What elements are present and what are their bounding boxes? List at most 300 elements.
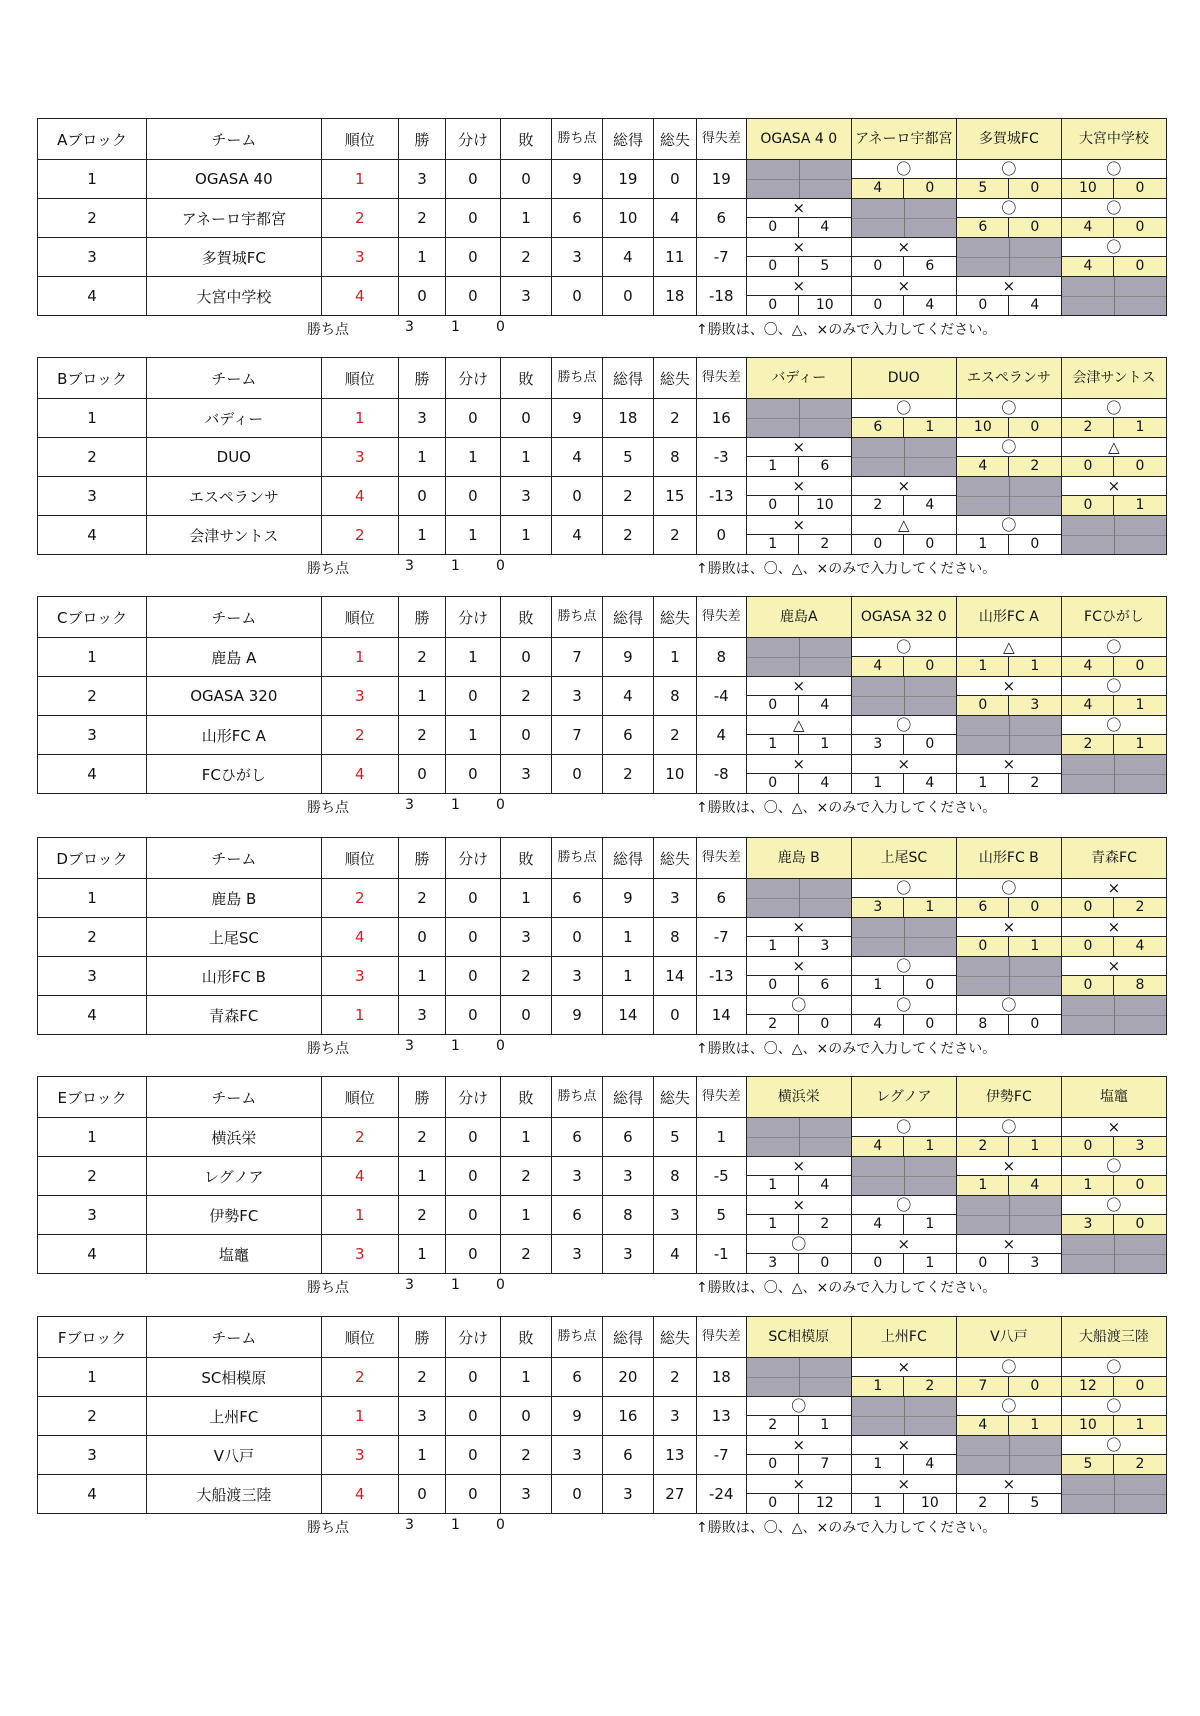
table-row	[38, 879, 1167, 918]
row-number: 4	[38, 277, 147, 316]
match-result-cell[interactable]	[746, 277, 851, 316]
table-row	[38, 957, 1167, 996]
rank-value: 1	[321, 160, 399, 199]
row-number: 4	[38, 755, 147, 794]
rank-value: 4	[321, 755, 399, 794]
gf-value: 10	[602, 199, 653, 238]
match-result-cell[interactable]	[851, 716, 956, 755]
goals-against: 10	[798, 496, 851, 515]
pts-value: 0	[551, 277, 602, 316]
table-row	[38, 238, 1167, 277]
rank-value: 1	[321, 1397, 399, 1436]
goals-for: 2	[873, 497, 883, 513]
d-value: 0	[445, 879, 500, 918]
match-result-cell[interactable]	[1061, 1358, 1166, 1397]
goals-against: 0	[1008, 179, 1061, 198]
match-result-cell[interactable]	[956, 516, 1061, 555]
win-header: 勝	[399, 119, 446, 160]
match-result-cell[interactable]	[851, 238, 956, 277]
d-value: 1	[445, 438, 500, 477]
goals-for: 1	[768, 536, 778, 552]
match-result-mark: ×	[1002, 1235, 1016, 1253]
rank-value: 3	[321, 677, 399, 716]
self-match-cell	[746, 638, 851, 677]
match-result-cell[interactable]	[746, 996, 851, 1035]
match-result-cell[interactable]	[1061, 879, 1166, 918]
rank-value: 2	[321, 879, 399, 918]
goals-against: 4	[798, 1176, 851, 1195]
gd-value: 0	[696, 516, 746, 555]
gd-value: 16	[696, 399, 746, 438]
rank-header: 順位	[321, 597, 399, 638]
match-result-mark: 〇	[896, 1196, 912, 1214]
goals-against: 0	[1008, 418, 1061, 437]
standings-table	[37, 837, 1167, 1035]
d-value: 1	[445, 716, 500, 755]
goals-for: 12	[1078, 1378, 1097, 1394]
goals-against: 1	[903, 1137, 956, 1156]
match-result-mark: ×	[792, 1196, 806, 1214]
table-row	[38, 199, 1167, 238]
match-result-mark: 〇	[896, 879, 912, 897]
match-result-cell[interactable]	[956, 1397, 1061, 1436]
goals-against: 3	[1113, 1137, 1166, 1156]
self-match-cell	[956, 957, 1061, 996]
l-value: 0	[500, 160, 551, 199]
loss-header: 敗	[500, 119, 551, 160]
table-row	[38, 1358, 1167, 1397]
goals-against: 0	[1113, 1377, 1166, 1396]
match-result-cell[interactable]	[851, 638, 956, 677]
d-value: 0	[445, 1196, 500, 1235]
goals-for: 4	[978, 458, 988, 474]
match-result-cell[interactable]	[851, 1358, 956, 1397]
match-result-mark: 〇	[1106, 716, 1122, 734]
self-match-cell	[956, 1196, 1061, 1235]
opponent-header: OGASA 4 0	[746, 119, 851, 160]
ga-value: 4	[653, 1235, 696, 1274]
match-result-mark: ×	[792, 199, 806, 217]
gf-value: 5	[602, 438, 653, 477]
match-result-mark: ×	[1002, 918, 1016, 936]
match-result-cell[interactable]	[851, 957, 956, 996]
ga-value: 4	[653, 199, 696, 238]
match-result-cell[interactable]	[956, 1358, 1061, 1397]
goals-against: 8	[1113, 976, 1166, 995]
match-result-mark: 〇	[1106, 1196, 1122, 1214]
match-result-cell[interactable]	[746, 677, 851, 716]
goals-against: 0	[798, 1254, 851, 1273]
table-row	[38, 1436, 1167, 1475]
team-name: 会津サントス	[147, 516, 321, 555]
match-result-cell[interactable]	[851, 1475, 956, 1514]
win-points: 3	[405, 797, 414, 813]
goals-for: 4	[1083, 658, 1093, 674]
match-result-cell[interactable]	[746, 516, 851, 555]
match-result-cell[interactable]	[746, 199, 851, 238]
team-name: 上尾SC	[147, 918, 321, 957]
gf-header: 総得	[602, 119, 653, 160]
draw-header: 分け	[445, 119, 500, 160]
table-row	[38, 438, 1167, 477]
row-number: 4	[38, 1235, 147, 1274]
block-1	[37, 357, 1167, 577]
team-header: チーム	[147, 1077, 321, 1118]
match-result-cell[interactable]	[851, 996, 956, 1035]
rank-value: 3	[321, 1235, 399, 1274]
points-footer	[37, 316, 1167, 338]
rank-header: 順位	[321, 838, 399, 879]
table-row	[38, 277, 1167, 316]
goals-against: 4	[798, 218, 851, 237]
row-number: 1	[38, 1358, 147, 1397]
draw-header: 分け	[445, 358, 500, 399]
pts-value: 0	[551, 1475, 602, 1514]
goals-against: 0	[903, 1015, 956, 1034]
goals-for: 6	[873, 419, 883, 435]
gf-value: 3	[602, 1235, 653, 1274]
match-result-cell[interactable]	[1061, 677, 1166, 716]
block-2	[37, 596, 1167, 816]
goals-for: 3	[768, 1255, 778, 1271]
pts-value: 9	[551, 399, 602, 438]
match-result-cell[interactable]	[1061, 199, 1166, 238]
match-result-cell[interactable]	[1061, 638, 1166, 677]
table-row	[38, 716, 1167, 755]
match-result-cell[interactable]	[956, 1157, 1061, 1196]
match-result-cell[interactable]	[746, 1196, 851, 1235]
match-result-mark: ×	[897, 477, 911, 495]
match-result-cell[interactable]	[746, 755, 851, 794]
gf-value: 19	[602, 160, 653, 199]
match-result-mark: 〇	[1001, 1358, 1017, 1376]
goals-against: 2	[1113, 898, 1166, 917]
goals-for: 0	[978, 697, 988, 713]
match-result-cell[interactable]	[851, 516, 956, 555]
pts-value: 6	[551, 1196, 602, 1235]
goals-for: 0	[768, 1495, 778, 1511]
match-result-cell[interactable]	[956, 879, 1061, 918]
match-result-mark: 〇	[896, 160, 912, 178]
match-result-cell[interactable]	[956, 438, 1061, 477]
header-row	[38, 119, 1167, 160]
gd-value: -3	[696, 438, 746, 477]
d-value: 0	[445, 1397, 500, 1436]
goals-against: 0	[1113, 657, 1166, 676]
match-result-cell[interactable]	[851, 879, 956, 918]
match-result-mark: ×	[897, 1235, 911, 1253]
match-result-cell[interactable]	[746, 1235, 851, 1274]
match-result-cell[interactable]	[746, 1397, 851, 1436]
ga-value: 0	[653, 160, 696, 199]
gd-value: -7	[696, 918, 746, 957]
goals-for: 3	[1083, 1216, 1093, 1232]
table-row	[38, 677, 1167, 716]
goals-against: 4	[903, 774, 956, 793]
opponent-header: OGASA 32 0	[851, 597, 956, 638]
match-result-mark: △	[1003, 638, 1015, 656]
match-result-mark: 〇	[896, 1118, 912, 1136]
match-result-mark: ×	[1002, 277, 1016, 295]
w-value: 0	[399, 755, 446, 794]
d-value: 0	[445, 477, 500, 516]
rank-value: 2	[321, 716, 399, 755]
goals-for: 0	[768, 1456, 778, 1472]
ga-value: 2	[653, 399, 696, 438]
l-value: 0	[500, 399, 551, 438]
match-result-mark: 〇	[1001, 160, 1017, 178]
match-result-mark: 〇	[1001, 199, 1017, 217]
match-result-mark: ×	[1002, 1157, 1016, 1175]
match-result-cell[interactable]	[851, 1118, 956, 1157]
match-result-mark: ×	[792, 477, 806, 495]
goals-for: 8	[978, 1016, 988, 1032]
pts-value: 3	[551, 1436, 602, 1475]
goals-against: 0	[1113, 218, 1166, 237]
match-result-cell[interactable]	[956, 277, 1061, 316]
l-value: 1	[500, 199, 551, 238]
goals-for: 1	[873, 1378, 883, 1394]
match-result-cell[interactable]	[1061, 399, 1166, 438]
goals-against: 4	[798, 696, 851, 715]
team-name: 横浜栄	[147, 1118, 321, 1157]
pts-value: 6	[551, 199, 602, 238]
match-result-mark: 〇	[1001, 399, 1017, 417]
match-result-cell[interactable]	[956, 399, 1061, 438]
goals-for: 1	[978, 658, 988, 674]
loss-header: 敗	[500, 1077, 551, 1118]
goals-against: 0	[903, 535, 956, 554]
self-match-cell	[1061, 755, 1166, 794]
goals-for: 1	[978, 1177, 988, 1193]
gf-value: 8	[602, 1196, 653, 1235]
goals-against: 0	[1008, 535, 1061, 554]
match-result-cell[interactable]	[851, 277, 956, 316]
match-result-cell[interactable]	[1061, 438, 1166, 477]
pts-value: 3	[551, 677, 602, 716]
match-result-cell[interactable]	[956, 199, 1061, 238]
match-result-cell[interactable]	[851, 755, 956, 794]
team-header: チーム	[147, 119, 321, 160]
goals-for: 1	[978, 536, 988, 552]
goals-against: 2	[798, 1215, 851, 1234]
gf-value: 1	[602, 957, 653, 996]
loss-points: 0	[496, 797, 505, 813]
w-value: 3	[399, 399, 446, 438]
self-match-cell	[851, 918, 956, 957]
match-result-cell[interactable]	[956, 755, 1061, 794]
l-value: 1	[500, 516, 551, 555]
match-result-mark: 〇	[1106, 1397, 1122, 1415]
match-result-cell[interactable]	[746, 918, 851, 957]
match-result-cell[interactable]	[1061, 716, 1166, 755]
draw-points: 1	[451, 1277, 460, 1293]
points-label: 勝ち点	[307, 1041, 349, 1057]
pts-value: 6	[551, 1358, 602, 1397]
goals-for: 4	[1083, 697, 1093, 713]
w-value: 3	[399, 996, 446, 1035]
match-result-cell[interactable]	[746, 1436, 851, 1475]
gd-header: 得失差	[696, 358, 746, 399]
win-header: 勝	[399, 1317, 446, 1358]
row-number: 1	[38, 1118, 147, 1157]
match-result-cell[interactable]	[746, 477, 851, 516]
opponent-header: エスペランサ	[956, 358, 1061, 399]
pts-value: 9	[551, 996, 602, 1035]
goals-for: 0	[873, 297, 883, 313]
gd-header: 得失差	[696, 597, 746, 638]
match-result-cell[interactable]	[746, 1157, 851, 1196]
self-match-cell	[746, 879, 851, 918]
rank-value: 3	[321, 238, 399, 277]
table-row	[38, 1118, 1167, 1157]
match-result-cell[interactable]	[956, 918, 1061, 957]
gf-value: 14	[602, 996, 653, 1035]
w-value: 0	[399, 477, 446, 516]
goals-against: 0	[903, 976, 956, 995]
goals-against: 4	[903, 296, 956, 315]
match-result-cell[interactable]	[851, 477, 956, 516]
match-result-mark: ×	[1002, 1475, 1016, 1493]
match-result-cell[interactable]	[956, 1118, 1061, 1157]
goals-against: 4	[903, 496, 956, 515]
loss-header: 敗	[500, 597, 551, 638]
points-footer	[37, 1035, 1167, 1057]
points-header: 勝ち点	[551, 597, 602, 638]
match-result-mark: ×	[1107, 918, 1121, 936]
l-value: 3	[500, 755, 551, 794]
match-result-cell[interactable]	[746, 238, 851, 277]
match-result-cell[interactable]	[1061, 918, 1166, 957]
match-result-mark: ×	[792, 677, 806, 695]
match-result-cell[interactable]	[956, 1235, 1061, 1274]
match-result-cell[interactable]	[1061, 1397, 1166, 1436]
goals-against: 5	[798, 257, 851, 276]
gf-header: 総得	[602, 1077, 653, 1118]
ga-value: 27	[653, 1475, 696, 1514]
ga-value: 0	[653, 996, 696, 1035]
opponent-header: 鹿島 B	[746, 838, 851, 879]
goals-against: 6	[798, 457, 851, 476]
match-result-mark: 〇	[896, 399, 912, 417]
match-result-cell[interactable]	[746, 1475, 851, 1514]
loss-points: 0	[496, 1517, 505, 1533]
match-result-cell[interactable]	[956, 160, 1061, 199]
l-value: 1	[500, 879, 551, 918]
table-row	[38, 516, 1167, 555]
row-number: 2	[38, 1397, 147, 1436]
match-result-cell[interactable]	[851, 1235, 956, 1274]
gd-value: -4	[696, 677, 746, 716]
gd-value: -7	[696, 1436, 746, 1475]
goals-for: 0	[978, 938, 988, 954]
rank-value: 2	[321, 1118, 399, 1157]
goals-for: 4	[978, 1417, 988, 1433]
standings-table	[37, 1076, 1167, 1274]
match-result-cell[interactable]	[746, 716, 851, 755]
win-header: 勝	[399, 597, 446, 638]
points-footer	[37, 555, 1167, 577]
standings-table	[37, 596, 1167, 794]
gf-value: 6	[602, 1118, 653, 1157]
goals-against: 1	[1113, 1416, 1166, 1435]
match-result-cell[interactable]	[956, 996, 1061, 1035]
match-result-mark: 〇	[1106, 1436, 1122, 1454]
w-value: 1	[399, 1235, 446, 1274]
row-number: 3	[38, 957, 147, 996]
block-name: Eブロック	[38, 1077, 147, 1118]
goals-for: 0	[768, 258, 778, 274]
match-result-cell[interactable]	[1061, 1157, 1166, 1196]
opponent-header: アネーロ宇都宮	[851, 119, 956, 160]
goals-for: 2	[1083, 419, 1093, 435]
goals-against: 0	[1113, 257, 1166, 276]
match-result-mark: 〇	[791, 1235, 807, 1253]
points-header: 勝ち点	[551, 1077, 602, 1118]
match-result-cell[interactable]	[1061, 477, 1166, 516]
goals-for: 0	[1083, 497, 1093, 513]
ga-value: 10	[653, 755, 696, 794]
match-result-mark: 〇	[896, 996, 912, 1014]
match-result-cell[interactable]	[851, 1196, 956, 1235]
match-result-cell[interactable]	[746, 438, 851, 477]
match-result-cell[interactable]	[1061, 1436, 1166, 1475]
match-result-mark: △	[898, 516, 910, 534]
goals-for: 0	[873, 1255, 883, 1271]
match-result-cell[interactable]	[1061, 957, 1166, 996]
match-result-cell[interactable]	[1061, 160, 1166, 199]
win-header: 勝	[399, 358, 446, 399]
match-result-cell[interactable]	[956, 1475, 1061, 1514]
rank-header: 順位	[321, 119, 399, 160]
match-result-cell[interactable]	[1061, 1118, 1166, 1157]
opponent-header: 山形FC B	[956, 838, 1061, 879]
match-result-cell[interactable]	[1061, 1196, 1166, 1235]
match-result-cell[interactable]	[956, 638, 1061, 677]
goals-for: 0	[768, 775, 778, 791]
row-number: 2	[38, 1157, 147, 1196]
goals-for: 1	[768, 458, 778, 474]
draw-header: 分け	[445, 597, 500, 638]
match-result-mark: 〇	[896, 957, 912, 975]
match-result-cell[interactable]	[1061, 238, 1166, 277]
team-name: バディー	[147, 399, 321, 438]
input-note: ↑勝敗は、〇、△、×のみで入力してください。	[696, 561, 997, 577]
draw-points: 1	[451, 797, 460, 813]
match-result-cell[interactable]	[956, 677, 1061, 716]
gf-value: 2	[602, 477, 653, 516]
ga-value: 8	[653, 438, 696, 477]
w-value: 3	[399, 1397, 446, 1436]
ga-header: 総失	[653, 1077, 696, 1118]
self-match-cell	[1061, 516, 1166, 555]
match-result-mark: 〇	[1001, 879, 1017, 897]
d-value: 0	[445, 1157, 500, 1196]
d-value: 0	[445, 1475, 500, 1514]
match-result-cell[interactable]	[851, 1436, 956, 1475]
goals-for: 5	[978, 180, 988, 196]
l-value: 1	[500, 1358, 551, 1397]
match-result-cell[interactable]	[746, 957, 851, 996]
gf-value: 6	[602, 716, 653, 755]
w-value: 2	[399, 1118, 446, 1157]
gf-value: 0	[602, 277, 653, 316]
gd-header: 得失差	[696, 1077, 746, 1118]
self-match-cell	[746, 160, 851, 199]
pts-value: 9	[551, 160, 602, 199]
match-result-cell[interactable]	[851, 399, 956, 438]
match-result-cell[interactable]	[851, 160, 956, 199]
